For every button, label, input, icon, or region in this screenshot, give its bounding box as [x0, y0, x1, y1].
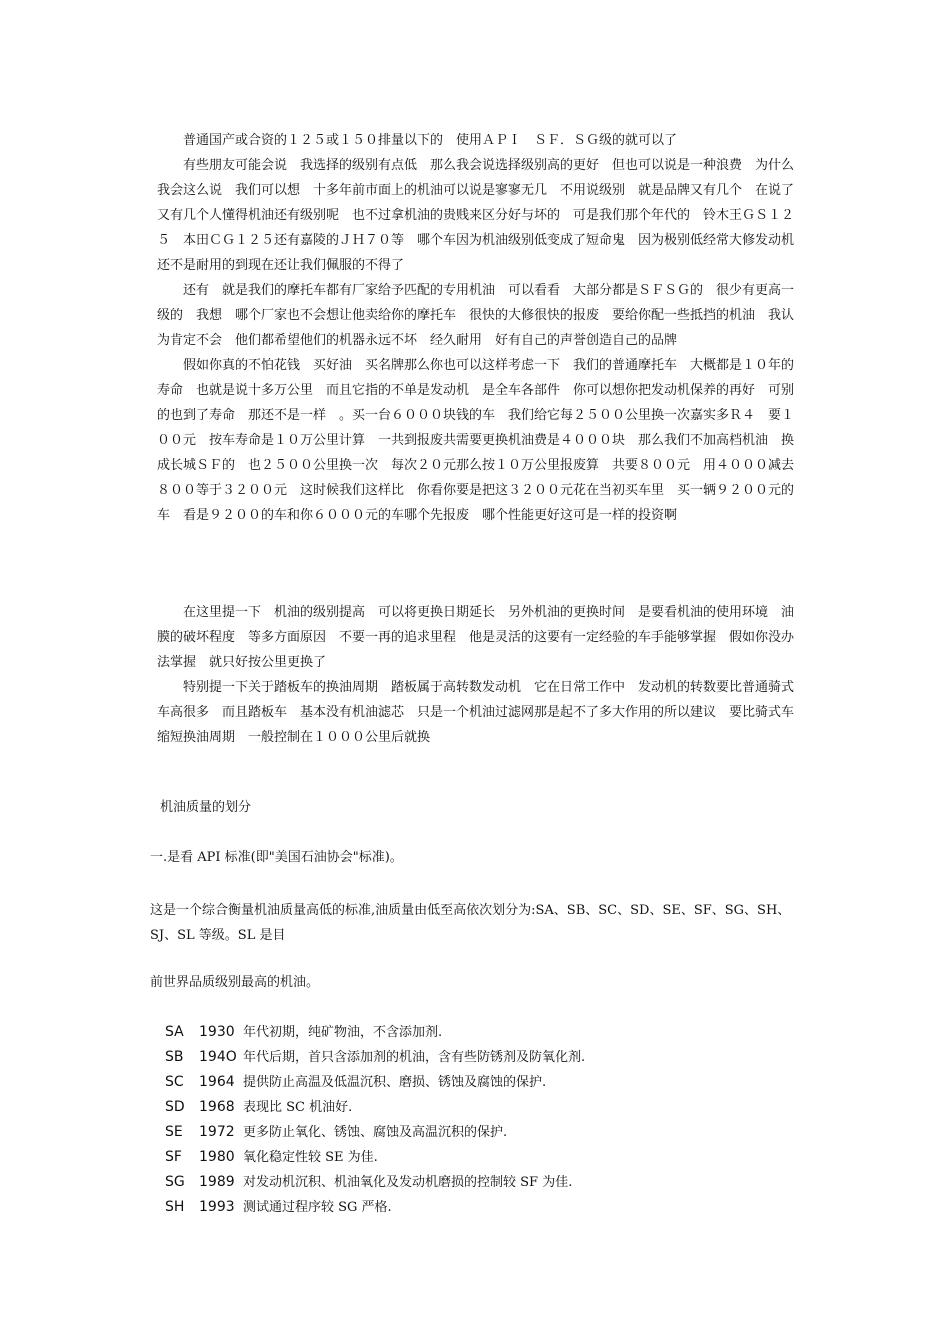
grade-list — [165, 1020, 805, 1220]
grade-code: SG — [165, 1174, 185, 1190]
grade-year: 1964 — [199, 1074, 235, 1090]
grade-description: 年代初期，纯矿物油，不含添加剂. — [243, 1025, 443, 1040]
grade-code: SH — [165, 1199, 185, 1215]
list-item — [165, 1120, 805, 1145]
list-item — [165, 1195, 805, 1220]
paragraph: 特别提一下关于踏板车的换油周期 踏板属于高转数发动机 它在日常工作中 发动机的转数要比普通骑式车高很多 而且踏板车 基本没有机油滤芯 只是一个机油过滤网那是起不了多大作用的所以建议 要比骑式车缩短换油周期 一般控制在１０００公里后就换 — [157, 680, 795, 745]
grade-code: SC — [165, 1074, 184, 1090]
paragraph: 在这里提一下 机油的级别提高 可以将更换日期延长 另外机油的更换时间 是要看机油的使用环境 油膜的破坏程度 等多方面原因 不要一再的追求里程 他是灵活的这要有一定经验的车手能够掌握 假如你没办法掌握 就只好按公里更换了 — [157, 605, 795, 670]
grade-year: 1989 — [199, 1174, 235, 1190]
grade-description: 氧化稳定性较 SE 为佳. — [243, 1150, 378, 1165]
grade-code: SA — [165, 1024, 184, 1040]
grade-year: 1968 — [199, 1099, 235, 1115]
list-item — [165, 1170, 805, 1195]
section-title: 机油质量的划分 — [160, 800, 252, 815]
grade-code: SD — [165, 1099, 185, 1115]
api-heading: 一.是看 API 标准(即"美国石油协会"标准)。 — [150, 850, 403, 865]
list-item — [165, 1095, 805, 1120]
grade-description: 表现比 SC 机油好. — [243, 1100, 353, 1115]
list-item — [165, 1145, 805, 1170]
grade-description: 提供防止高温及低温沉积、磨损、锈蚀及腐蚀的保护. — [243, 1075, 547, 1090]
list-item — [165, 1070, 805, 1095]
grade-code: SF — [165, 1149, 182, 1165]
paragraph: 假如你真的不怕花钱 买好油 买名牌那么你也可以这样考虑一下 我们的普通摩托车 大概都是１０年的寿命 也就是说十多万公里 而且它指的不单是发动机 是全车各部件 你可以想你把发动机保养的再好 可别的也到了寿命 那还不是一样 。买一台６０００块钱的车 我们给它每２５００公里换一次嘉实多Ｒ４ 要１００元 按车寿命是１０万公里计算 一共到报废共需要更换机油费是４０００块 那么我们不加高档机油 换成长城ＳＦ的 也２５００公里换一次 每次２０元那么按１０万公里报废算 共要８００元 用４０００减去８００等于３２００元 这时候我们这样比 你看你要是把这３２００元花在当初买车里 买一辆９２００元的车 看是９２００的车和你６０００元的车哪个先报废 哪个性能更好这可是一样的投资啊 — [157, 358, 795, 523]
list-item — [165, 1020, 805, 1045]
grade-description: 更多防止氧化、锈蚀、腐蚀及高温沉积的保护. — [243, 1125, 508, 1140]
paragraph: 还有 就是我们的摩托车都有厂家给予匹配的专用机油 可以看看 大部分都是ＳＦＳＧ的 很少有更高一级的 我想 哪个厂家也不会想让他卖给你的摩托车 很快的大修很快的报废 要给你配一些抵挡的机油 我认为肯定不会 他们都希望他们的机器永远不坏 经久耐用 好有自己的声誉创造自己的品牌 — [157, 283, 795, 348]
grade-code: SB — [165, 1049, 184, 1065]
grade-year: 1930 — [199, 1024, 235, 1040]
article-body-part-2 — [157, 600, 797, 750]
list-item — [165, 1045, 805, 1070]
grade-description: 测试通过程序较 SG 严格. — [243, 1200, 392, 1215]
grade-intro: 这是一个综合衡量机油质量高低的标准,油质量由低至高依次划分为:SA、SB、SC、SD、SE、SF、SG、SH、SJ、SL 等级。SL 是目 — [150, 903, 791, 943]
grade-year: 1980 — [199, 1149, 235, 1165]
grade-year: 1993 — [199, 1199, 235, 1215]
grade-code: SE — [165, 1124, 183, 1140]
article-body-part-1 — [157, 128, 808, 528]
grade-description: 年代后期，首只含添加剂的机油，含有些防锈剂及防氧化剂. — [243, 1050, 586, 1065]
grade-intro-tail: 前世界品质级别最高的机油。 — [150, 975, 320, 990]
paragraph: 有些朋友可能会说 我选择的级别有点低 那么我会说选择级别高的更好 但也可以说是一种浪费 为什么我会这么说 我们可以想 十多年前市面上的机油可以说是寥寥无几 不用说级别 就是品牌又有几个 在说了 又有几个人懂得机油还有级别呢 也不过拿机油的贵贱来区分好与坏的 可是我们那个年代的 铃木王ＧＳ１２５ 本田ＣＧ１２５还有嘉陵的ＪＨ７０等 哪个车因为机油级别低变成了短命鬼 因为极别低经常大修发动机 还不是耐用的到现在还让我们佩服的不得了 — [157, 158, 808, 273]
grade-year: 1972 — [199, 1124, 235, 1140]
grade-description: 对发动机沉积、机油氧化及发动机磨损的控制较 SF 为佳. — [243, 1175, 573, 1190]
grade-year: 194O — [199, 1049, 237, 1065]
paragraph: 普通国产或合资的１２５或１５０排量以下的 使用ＡＰＩ ＳＦ．ＳＧ级的就可以了 — [183, 133, 678, 148]
